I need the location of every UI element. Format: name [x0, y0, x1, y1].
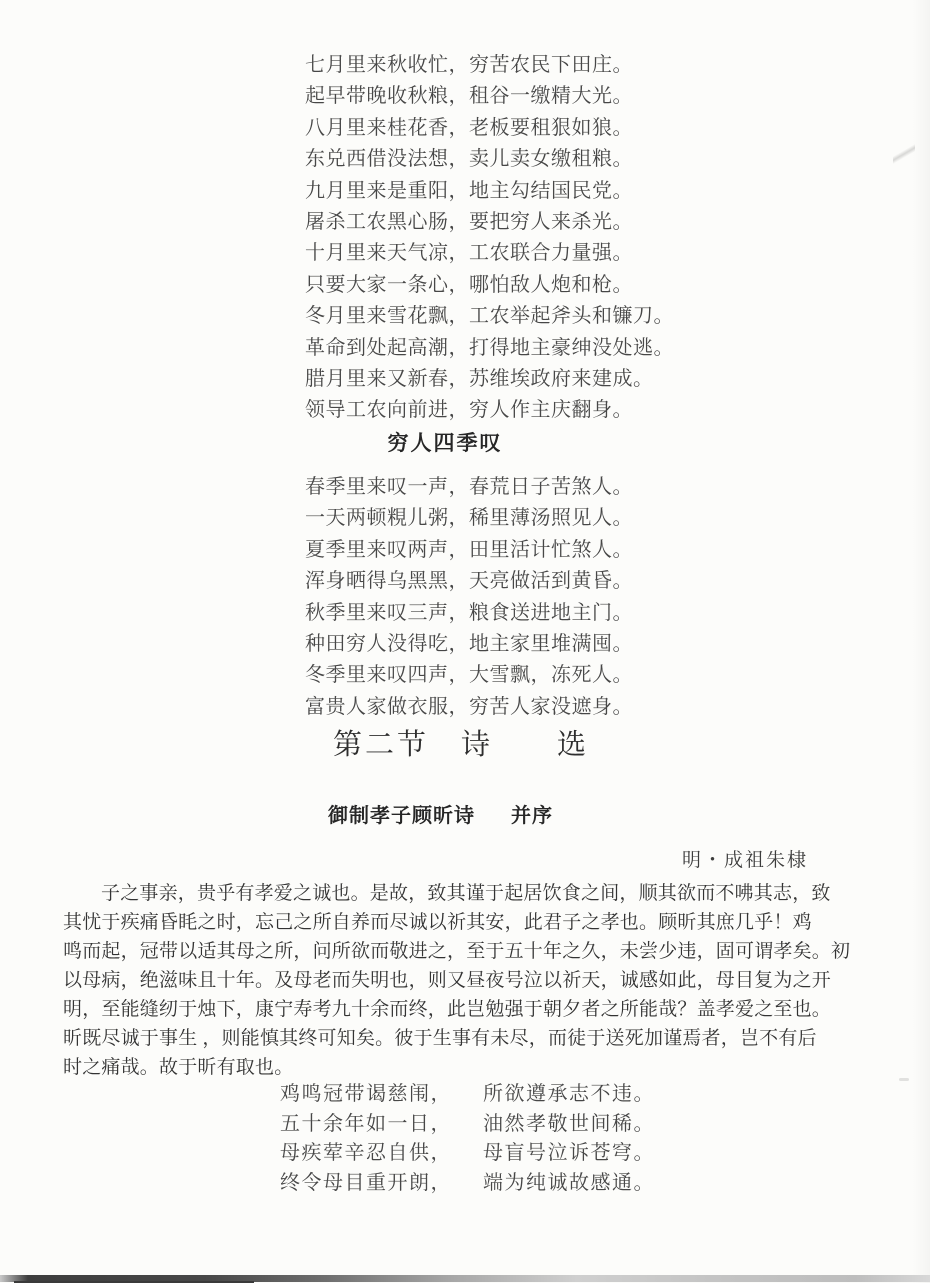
poem-line: 只要大家一条心，哪怕敌人炮和枪。	[305, 273, 633, 296]
poem-line: 七月里来秋收忙，穷苦农民下田庄。	[305, 54, 633, 76]
poem-line: 浑身晒得乌黑黑，天亮做活到黄昏。	[305, 570, 633, 593]
scan-artifact	[899, 1078, 909, 1081]
poem-line: 夏季里来叹两声，田里活计忙煞人。	[305, 538, 633, 561]
poem-line: 领导工农向前进，穷人作主庆翻身。	[305, 399, 633, 422]
verse-line: 母疾荤辛忍自供，	[280, 1142, 452, 1164]
poem-line: 八月里来桂花香，老板要租狠如狼。	[305, 116, 633, 139]
poem-line: 冬季里来叹四声，大雪飘，冻死人。	[305, 664, 633, 687]
preface-line: 昕既尽诚于事生 ，则能慎其终可知矣。彼于生事有未尽，而徒于送死加谨焉者，岂不有后	[63, 1028, 817, 1049]
poem-line: 腊月里来又新春，苏维埃政府来建成。	[305, 367, 654, 390]
four-seasons-song-title: 穷人四季叹	[387, 432, 503, 455]
poem-line: 种田穷人没得吃，地主家里堆满囤。	[305, 632, 633, 655]
verse-line: 端为纯诚故感通。	[483, 1171, 655, 1194]
four-seasons-song-poem	[305, 472, 633, 723]
poem-line: 九月里来是重阳，地主勾结国民党。	[305, 179, 633, 202]
poem-line: 一天两顿粯儿粥，稀里薄汤照见人。	[305, 507, 633, 530]
verse-line: 终令母目重开朗，	[280, 1171, 452, 1194]
author-attribution: 明・成祖朱棣	[681, 850, 808, 871]
guxin-poem-heading	[328, 799, 553, 828]
poem-line: 屠杀工农黑心肠，要把穷人来杀光。	[305, 210, 633, 233]
poem-line: 富贵人家做衣服，穷苦人家没遮身。	[305, 695, 633, 718]
folk-song-poem	[305, 50, 674, 427]
poem-line: 春季里来叹一声，春荒日子苦煞人。	[305, 476, 633, 498]
guxin-poem-subtitle: 并序	[511, 805, 553, 827]
poem-line: 革命到处起高潮，打得地主豪绅没处逃。	[305, 336, 674, 359]
verse-line: 油然孝敬世间稀。	[483, 1112, 655, 1135]
verse-line: 母盲号泣诉苍穹。	[483, 1142, 655, 1164]
verse-left-column	[280, 1080, 452, 1198]
poem-line: 起早带晚收秋粮，租谷一缴精大光。	[305, 85, 633, 108]
preface-line: 以母病，绝滋味且十年。及母老而失明也，则又昼夜号泣以祈天，诚感如此，母目复为之开	[63, 970, 832, 991]
poem-line: 东兑西借没法想，卖儿卖女缴租粮。	[305, 148, 633, 171]
preface-line: 明，至能缝纫于烛下，康宁寿考九十余而终，此岂勉强于朝夕者之所能哉？盖孝爱之至也。	[63, 999, 832, 1020]
poem-preface	[63, 879, 881, 1082]
poem-line: 冬月里来雪花飘，工农举起斧头和镰刀。	[305, 305, 674, 328]
preface-line: 时之痛哉。故于昕有取也。	[63, 1057, 294, 1078]
preface-line: 其忧于疾痛昏眊之时，忘己之所自养而尽诚以祈其安，此君子之孝也。顾昕其庶几乎！鸡	[63, 912, 812, 933]
scan-edge-tint	[912, 0, 930, 1283]
poem-line: 十月里来天气凉，工农联合力量强。	[305, 242, 633, 265]
verse-line: 所欲遵承志不违。	[483, 1083, 655, 1105]
verse-right-column	[483, 1080, 655, 1198]
scan-artifact	[893, 136, 915, 172]
preface-line: 鸣而起，冠带以适其母之所，问所欲而敬进之，至于五十年之久，未尝少违，固可谓孝矣。初	[63, 941, 851, 962]
verse-line: 五十余年如一日，	[280, 1112, 452, 1135]
preface-line: 子之事亲，贵乎有孝爱之诚也。是故，致其谨于起居饮食之间，顺其欲而不咈其志，致	[101, 883, 831, 904]
section-heading: 第二节 诗 选	[333, 729, 590, 761]
poem-line: 秋季里来叹三声，粮食送进地主门。	[305, 601, 633, 624]
verse-line: 鸡鸣冠带谒慈闱，	[280, 1083, 452, 1105]
guxin-poem-title: 御制孝子顾昕诗	[328, 805, 475, 827]
